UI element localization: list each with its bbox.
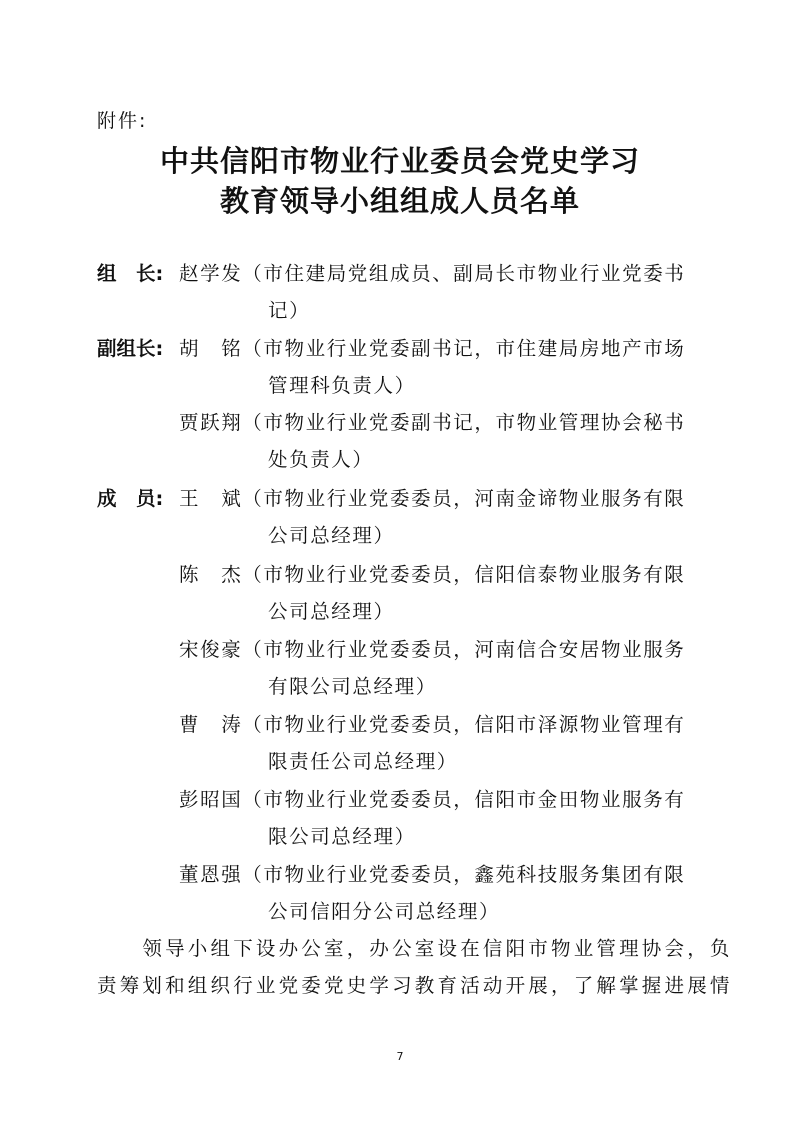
office-paragraph-line-1: 领导小组下设办公室，办公室设在信阳市物业管理协会，负 (97, 937, 733, 960)
role-leader-label: 组 长: (97, 262, 164, 285)
member-entry-6-line-2: 公司信阳分公司总经理） (268, 900, 501, 923)
member-entry-1-line-1: 王 斌（市物业行业党委委员，河南金谛物业服务有限 (179, 487, 686, 510)
member-entry-5-line-1: 彭昭国（市物业行业党委委员，信阳市金田物业服务有 (179, 788, 686, 811)
deputy-entry-2-line-2: 处负责人） (268, 448, 374, 471)
role-deputy-label: 副组长: (97, 337, 164, 360)
member-entry-1-line-2: 公司总经理） (268, 524, 395, 547)
member-entry-2-line-1: 陈 杰（市物业行业党委委员，信阳信泰物业服务有限 (179, 563, 686, 586)
office-paragraph-line-2: 责筹划和组织行业党委党史学习教育活动开展，了解掌握进展情 (97, 974, 733, 997)
leader-entry-line-2: 记） (268, 299, 311, 322)
member-entry-3-line-1: 宋俊豪（市物业行业党委委员，河南信合安居物业服务 (179, 638, 686, 661)
member-entry-3-line-2: 有限公司总经理） (268, 675, 437, 698)
role-members-label: 成 员: (97, 487, 164, 510)
attachment-label: 附件: (97, 110, 148, 132)
deputy-entry-1-line-2: 管理科负责人） (268, 374, 416, 397)
member-entry-4-line-2: 限责任公司总经理） (268, 750, 458, 773)
deputy-entry-1-line-1: 胡 铭（市物业行业党委副书记，市住建局房地产市场 (179, 337, 686, 360)
member-entry-4-line-1: 曹 涛（市物业行业党委委员，信阳市泽源物业管理有 (179, 713, 686, 736)
leader-entry-line-1: 赵学发（市住建局党组成员、副局长市物业行业党委书 (179, 262, 686, 285)
document-title-line-1: 中共信阳市物业行业委员会党史学习 (159, 144, 640, 178)
member-entry-5-line-2: 限公司总经理） (268, 825, 416, 848)
member-entry-2-line-2: 公司总经理） (268, 600, 395, 623)
deputy-entry-2-line-1: 贾跃翔（市物业行业党委副书记，市物业管理协会秘书 (179, 411, 686, 434)
member-entry-6-line-1: 董恩强（市物业行业党委委员，鑫苑科技服务集团有限 (179, 863, 686, 886)
document-title-line-2: 教育领导小组组成人员名单 (219, 184, 580, 218)
page-number: 7 (396, 1050, 404, 1063)
